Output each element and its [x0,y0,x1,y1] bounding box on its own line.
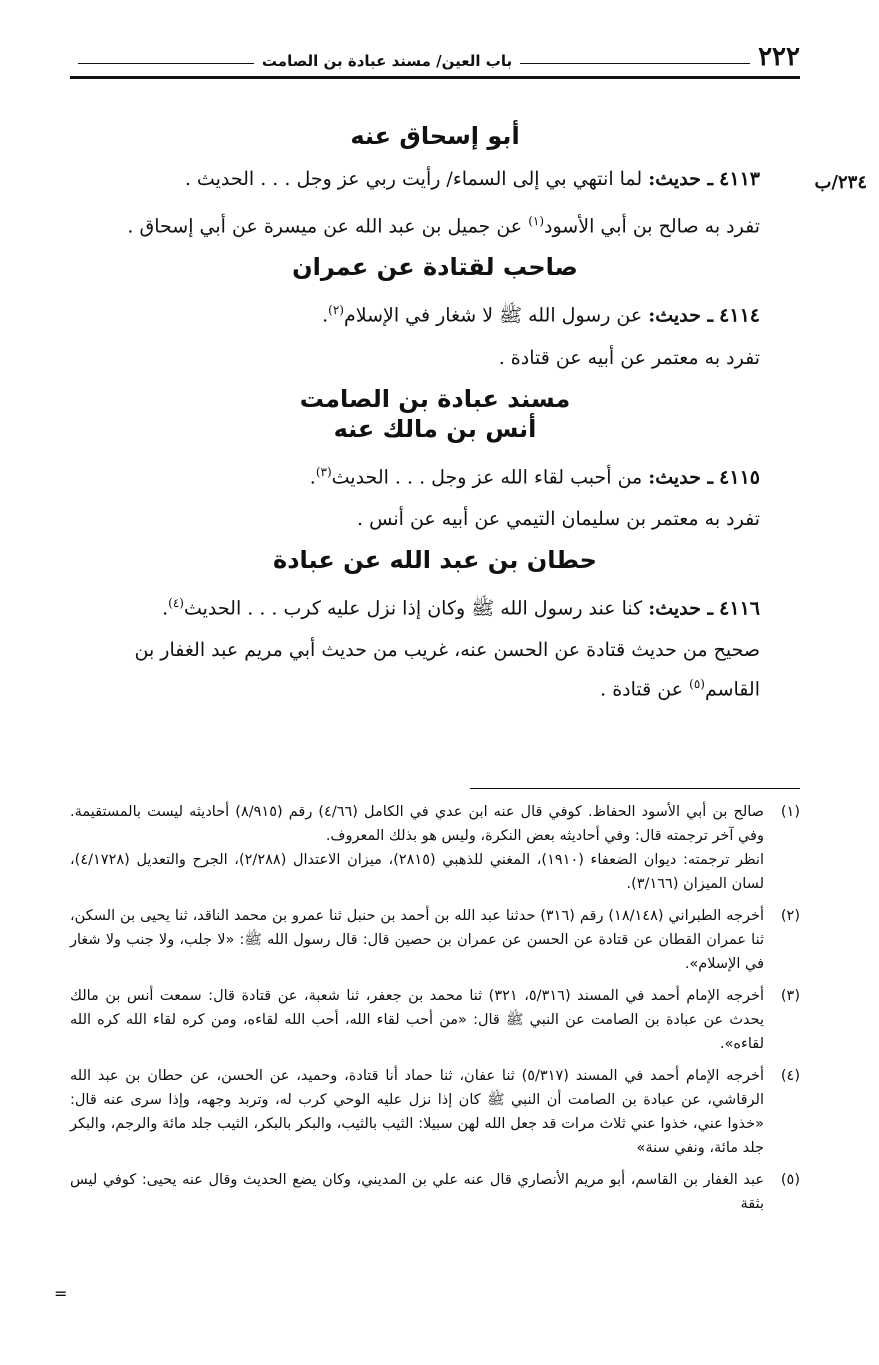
footnote-line: أخرجه الإمام أحمد في المسند (٥/٣١٦، ٣٢١) ثنا محمد بن جعفر، ثنا شعبة، عن قتادة قال: سمعت أنس بن مالك يحدث عن عبادة بن الصامت عن النبي ﷺ قال: «من أحب لقاء الله، أحب الله لقاءه، ومن كره لقاء الله كره الله لقاءه». [70,988,765,1052]
hadith-text: . [322,304,329,327]
footnote [70,1168,800,1216]
hadith-text: . [309,465,316,488]
commentary-text: تفرد به معتمر عن أبيه عن قتادة . [498,346,760,369]
footnote-ref[interactable]: (٥) [689,677,705,692]
footnote-ref[interactable]: (١) [528,214,545,228]
section-heading: صاحب لقتادة عن عمران [292,253,578,282]
footnote [70,800,800,896]
hadith-label: ـ حديث: [648,465,714,488]
footnote-number: (٣) [780,988,800,1004]
section-subheading: أنس بن مالك عنه [333,414,537,443]
footnote-number: (٢) [780,908,800,924]
commentary [70,633,800,706]
hadith-label: ـ حديث: [648,304,714,327]
hadith-text: . [162,597,169,620]
continuation-mark: = [54,1284,68,1303]
running-header [70,40,800,79]
commentary [70,204,800,243]
footnote-ref[interactable]: (٣) [315,464,332,479]
section-heading: حطان بن عبد الله عن عبادة [273,545,597,574]
hadith-label: ـ حديث: [648,168,714,190]
footnote-number: (١) [780,804,800,820]
footnote-line: عبد الغفار بن القاسم، أبو مريم الأنصاري قال عنه علي بن المديني، وكان يضع الحديث وقال عنه يحيى: كوفي ليس بثقة [70,1172,764,1212]
hadith-entry [70,455,800,494]
footnote-text [70,1064,764,1160]
footnote-text [70,1168,764,1216]
footnote-line: أخرجه الطبراني (١٨/١٤٨) رقم (٣١٦) حدثنا عبد الله بن أحمد بن حنبل ثنا عمرو بن محمد الناقد، ثنا يحيى بن السكن، ثنا عمران القطان عن قتادة عن الحسن عن عمران بن حصين قال: قال رسول الله ﷺ: «لا جلب، ولا جنب ولا شغار في الإسلام». [70,908,764,972]
main-text [70,112,800,715]
footnote-line: أخرجه الإمام أحمد في المسند (٥/٣١٧) ثنا عفان، ثنا حماد أنا قتادة، وحميد، عن الحسن، عن حطان بن عبد الله الرقاشي، عن عبادة بن الصامت أن النبي ﷺ كان إذا نزل عليه الوحي كرب له، وتربد وجهه، وإذا سرى عنه قال: «خذوا عني، خذوا عني ثلاث مرات قد جعل الله لهن سبيلا: الثيب بالثيب، والبكر بالبكر، الثيب جلد مائة والرجم، والبكر جلد مائة، ونفي سنة» [70,1068,764,1156]
footnote-text [70,984,764,1056]
commentary [70,502,800,536]
footnote-text [70,800,764,896]
commentary-text: عن جميل بن عبد الله عن ميسرة عن أبي إسحاق . [127,215,523,238]
commentary-text: صحيح من حديث قتادة عن الحسن عنه، غريب من حديث أبي مريم عبد الغفار بن القاسم [134,639,760,701]
hadith-text: عن رسول الله ﷺ لا شغار في الإسلام [343,304,643,327]
section-heading: مسند عبادة بن الصامت [299,384,571,413]
section-heading: أبو إسحاق عنه [350,122,520,150]
footnote [70,1064,800,1160]
footnote [70,904,800,976]
commentary-text: عن قتادة . [600,678,684,701]
footnote-number: (٥) [780,1172,800,1188]
page-number: ٢٢٢ [758,42,800,72]
footnote-text [70,904,764,976]
hadith-number: ٤١١٣ [719,168,760,190]
hadith-text: من أحبب لقاء الله عز وجل . . . الحديث [331,465,643,488]
hadith-text: كنا عند رسول الله ﷺ وكان إذا نزل عليه كرب . . . الحديث [183,597,643,620]
margin-folio-note: ٢٣٤/ب [814,172,867,193]
hadith-number: ٤١١٥ [719,465,760,488]
footnote-ref[interactable]: (٤) [168,595,184,610]
hadith-number: ٤١١٦ [719,597,760,620]
footnote-ref[interactable]: (٢) [328,303,344,318]
hadith-text: لما انتهي بي إلى السماء/ رأيت ربي عز وجل . . . الحديث . [184,168,643,190]
footnote-separator [470,788,800,789]
footnote-line: انظر ترجمته: ديوان الضعفاء (١٩١٠)، المغني للذهبي (٢٨١٥)، ميزان الاعتدال (٢/٢٨٨)، الجرح والتعديل (٤/١٧٢٨)، لسان الميزان (٣/١٦٦). [70,852,765,892]
running-title: باب العين/ مسند عبادة بن الصامت [261,52,513,70]
commentary-text: تفرد به معتمر بن سليمان التيمي عن أبيه عن أنس . [357,507,760,530]
hadith-entry [70,586,800,625]
hadith-label: ـ حديث: [648,597,714,620]
footnote [70,984,800,1056]
hadith-entry [70,162,800,196]
footnote-number: (٤) [780,1068,800,1084]
footnotes [70,800,800,1224]
header-rule [520,63,750,64]
hadith-number: ٤١١٤ [719,304,760,327]
hadith-entry [70,293,800,332]
commentary-text: تفرد به صالح بن أبي الأسود [544,215,760,238]
header-rule [78,63,254,64]
footnote-line: صالح بن أبي الأسود الحفاظ. كوفي قال عنه ابن عدي في الكامل (٤/٦٦) رقم (٨/٩١٥) أحاديثه ليست بالمستقيمة. وفي آخر ترجمته قال: وفي أحاديثه بعض النكرة، وليس هو بذلك المعروف. [70,804,764,844]
commentary [70,341,800,375]
